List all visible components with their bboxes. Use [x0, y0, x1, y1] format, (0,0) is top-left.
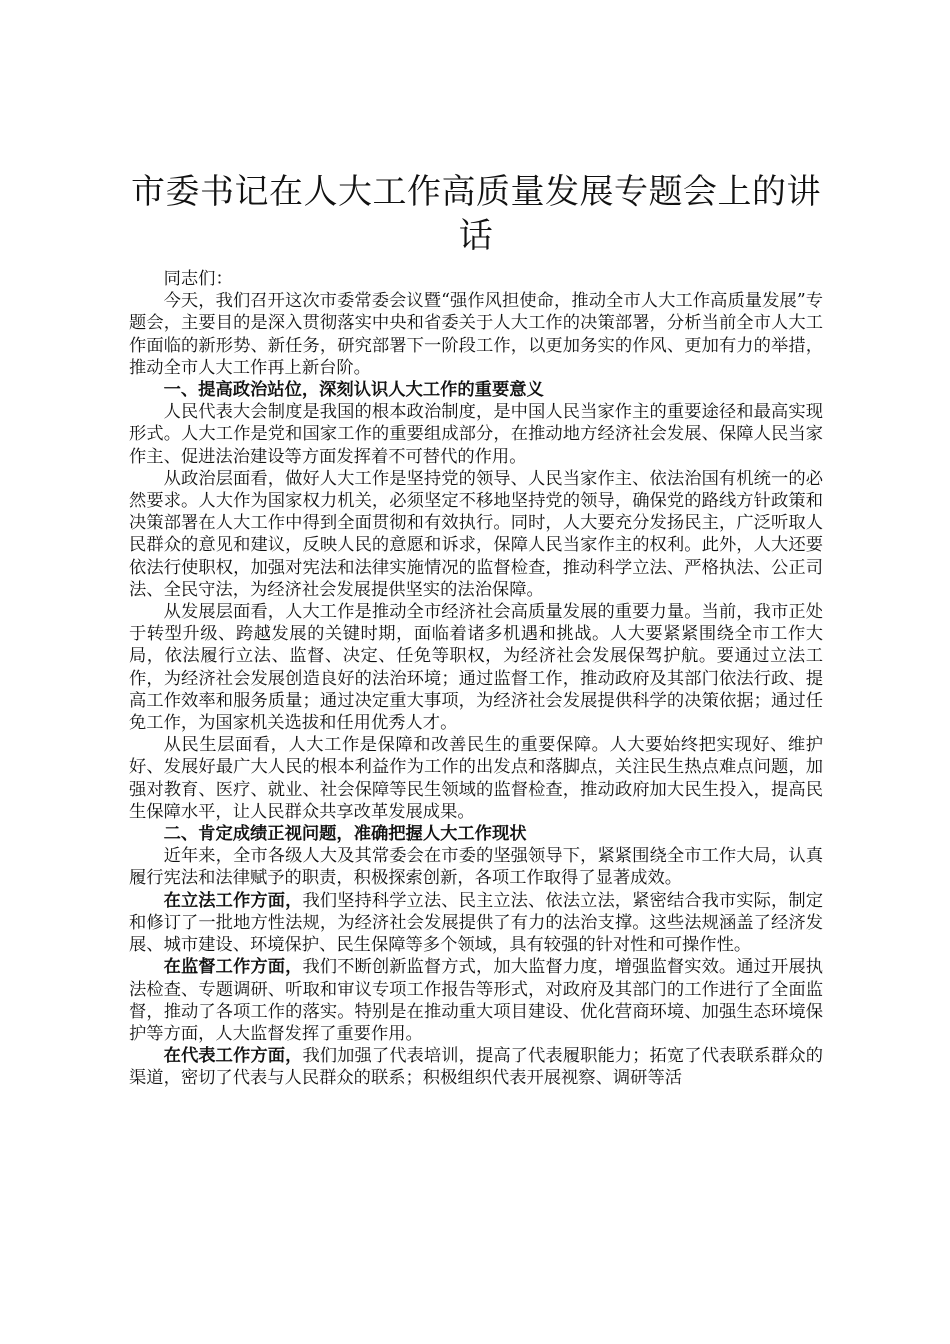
section-heading-1: 一、提高政治站位，深刻认识人大工作的重要意义 — [163, 380, 544, 401]
document-title: 市委书记在人大工作高质量发展专题会上的讲话 — [131, 172, 821, 256]
paragraph: 从民生层面看，人大工作是保障和改善民生的重要保障。人大要始终把实现好、维护好、发展好最广大人民的根本利益作为工作的出发点和落脚点，关注民生热点难点问题，加强对教育、医疗、就业、社会保障等民生领域的监督检查，推动政府加大民生投入，提高民生保障水平，让人民群众共享改革发展成果。 — [129, 735, 823, 822]
paragraph-text: 我们坚持科学立法、民主立法、依法立法，紧密结合我市实际，制定和修订了一批地方性法规，为经济社会发展提供了有力的法治支撑。这些法规涵盖了经济发展、城市建设、环境保护、民生保障等多个领域，具有较强的针对性和可操作性。 — [129, 890, 823, 956]
paragraph-supervision — [129, 956, 823, 1045]
lead-in-text: 在监督工作方面， — [163, 957, 303, 978]
salutation: 同志们： — [163, 269, 233, 289]
paragraph-legislation — [129, 890, 823, 957]
document-body — [129, 268, 823, 1090]
paragraph-intro: 今天，我们召开这次市委常委会议暨“强作风担使命，推动全市人大工作高质量发展”专题会，主要目的是深入贯彻落实中央和省委关于人大工作的决策部署，分析当前全市人大工作面临的新形势、新任务，研究部署下一阶段工作，以更加务实的作风、更加有力的举措，推动全市人大工作再上新台阶。 — [129, 291, 823, 378]
lead-in-text: 在立法工作方面， — [163, 890, 303, 911]
paragraph: 近年来，全市各级人大及其常委会在市委的坚强领导下，紧紧围绕全市工作大局，认真履行宪法和法律赋予的职责，积极探索创新，各项工作取得了显著成效。 — [129, 846, 823, 889]
paragraph-text: 我们加强了代表培训，提高了代表履职能力；拓宽了代表联系群众的渠道，密切了代表与人民群众的联系；积极组织代表开展视察、调研等活 — [129, 1046, 823, 1089]
paragraph-text: 我们不断创新监督方式，加大监督力度，增强监督实效。通过开展执法检查、专题调研、听取和审议专项工作报告等形式，对政府及其部门的工作进行了全面监督，推动了各项工作的落实。特别是在推动重大项目建设、优化营商环境、加强生态环境保护等方面，人大监督发挥了重要作用。 — [129, 957, 823, 1044]
paragraph: 人民代表大会制度是我国的根本政治制度，是中国人民当家作主的重要途径和最高实现形式。人大工作是党和国家工作的重要组成部分，在推动地方经济社会发展、保障人民当家作主、促进法治建设等方面发挥着不可替代的作用。 — [129, 402, 823, 467]
paragraph: 从发展层面看，人大工作是推动全市经济社会高质量发展的重要力量。当前，我市正处于转型升级、跨越发展的关键时期，面临着诸多机遇和挑战。人大要紧紧围绕全市工作大局，依法履行立法、监督、决定、任免等职权，为经济社会发展保驾护航。要通过立法工作，为经济社会发展创造良好的法治环境；通过监督工作，推动政府及其部门依法行政、提高工作效率和服务质量；通过决定重大事项，为经济社会发展提供科学的决策依据；通过任免工作，为国家机关选拔和任用优秀人才。 — [129, 602, 823, 734]
paragraph: 从政治层面看，做好人大工作是坚持党的领导、人民当家作主、依法治国有机统一的必然要求。人大作为国家权力机关，必须坚定不移地坚持党的领导，确保党的路线方针政策和决策部署在人大工作中得到全面贯彻和有效执行。同时，人大要充分发扬民主，广泛听取人民群众的意见和建议，反映人民的意愿和诉求，保障人民当家作主的权利。此外，人大还要依法行使职权，加强对宪法和法律实施情况的监督检查，推动科学立法、严格执法、公正司法、全民守法，为经济社会发展提供坚实的法治保障。 — [129, 468, 823, 600]
lead-in-text: 在代表工作方面， — [163, 1046, 303, 1067]
paragraph-deputies — [129, 1045, 823, 1089]
section-heading-2: 二、肯定成绩正视问题，准确把握人大工作现状 — [163, 824, 527, 845]
document-page — [129, 170, 823, 1090]
